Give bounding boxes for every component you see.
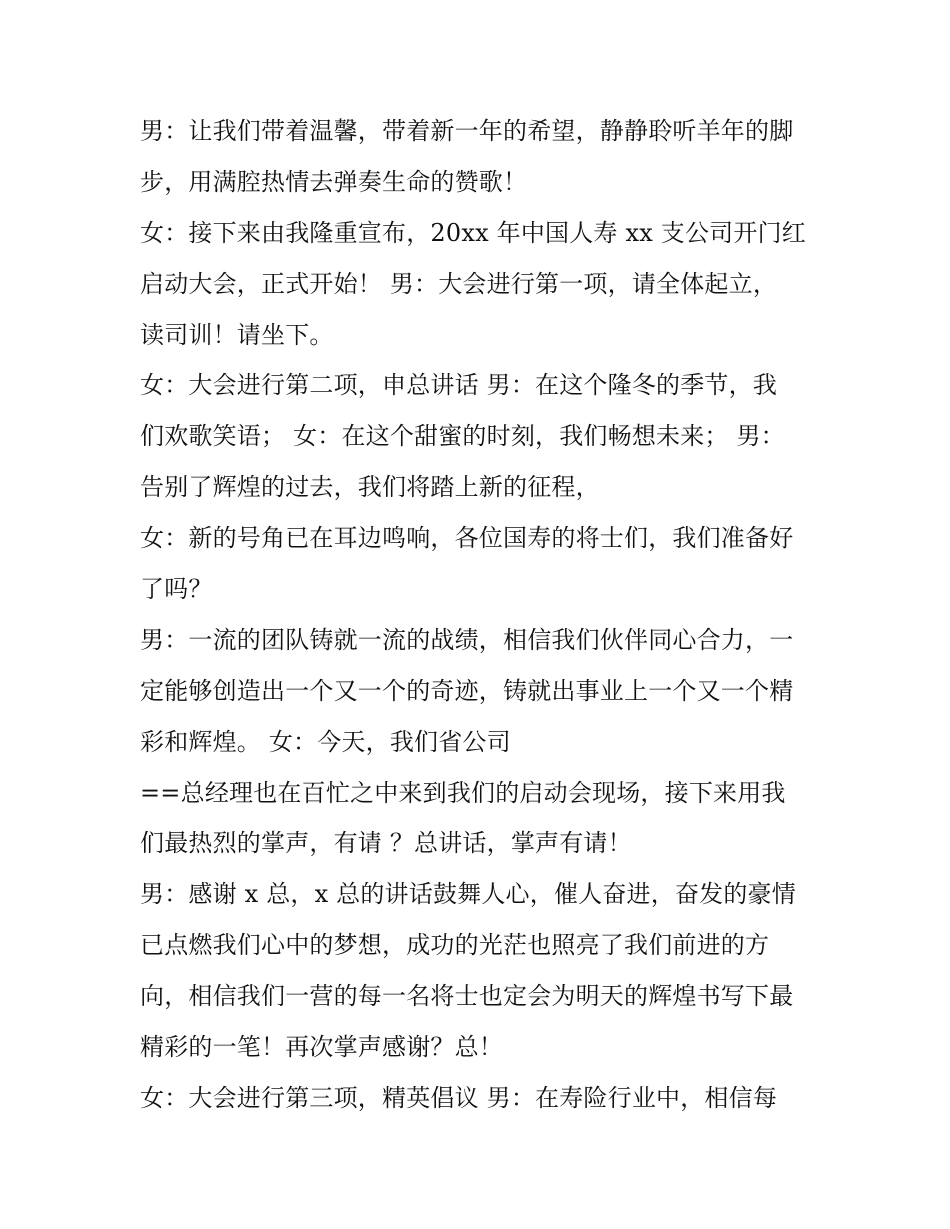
text-line: 男：让我们带着温馨，带着新一年的希望，静静聆听羊年的脚 — [140, 117, 794, 145]
text-line: 女：新的号角已在耳边鸣响，各位国寿的将士们，我们准备好 — [140, 524, 794, 553]
text-line: 已点燃我们心中的梦想，成功的光茫也照亮了我们前进的方 — [140, 931, 770, 960]
text-line: ==总经理也在百忙之中来到我们的启动会现场，接下来用我 — [140, 778, 786, 807]
text-line: 女：大会进行第三项，精英倡议 男：在寿险行业中，相信每 — [140, 1083, 778, 1112]
text-line: 们欢歌笑语； 女：在这个甜蜜的时刻，我们畅想未来； 男： — [140, 422, 785, 451]
text-line: 女：大会进行第二项，申总讲话 男：在这个隆冬的季节，我 — [140, 371, 778, 400]
text-line: 男：感谢 x 总，x 总的讲话鼓舞人心，催人奋进，奋发的豪情 — [140, 880, 796, 909]
text-line: 向，相信我们一营的每一名将士也定会为明天的辉煌书写下最 — [140, 982, 794, 1011]
text-line: 步，用满腔热情去弹奏生命的赞歌！ — [140, 167, 528, 196]
text-line: 彩和辉煌。 女：今天，我们省公司 — [140, 727, 511, 756]
document-body — [140, 106, 830, 1124]
text-line: 们最热烈的掌声，有请 ？总讲话，掌声有请！ — [140, 829, 632, 858]
text-line: 男：一流的团队铸就一流的战绩，相信我们伙伴同心合力，一 — [140, 625, 794, 654]
text-line: 启动大会，正式开始！ 男：大会进行第一项，请全体起立， — [140, 269, 778, 298]
text-line: 读司训！请坐下。 — [140, 320, 334, 349]
text-line: 定能够创造出一个又一个的奇迹，铸就出事业上一个又一个精 — [140, 676, 794, 705]
text-line: 精彩的一笔！再次掌声感谢？总！ — [140, 1033, 503, 1062]
text-line: 女：接下来由我隆重宣布，20xx 年中国人寿 xx 支公司开门红 — [140, 218, 806, 247]
text-line: 告别了辉煌的过去，我们将踏上新的征程， — [140, 473, 600, 502]
text-line: 了吗？ — [140, 575, 213, 604]
